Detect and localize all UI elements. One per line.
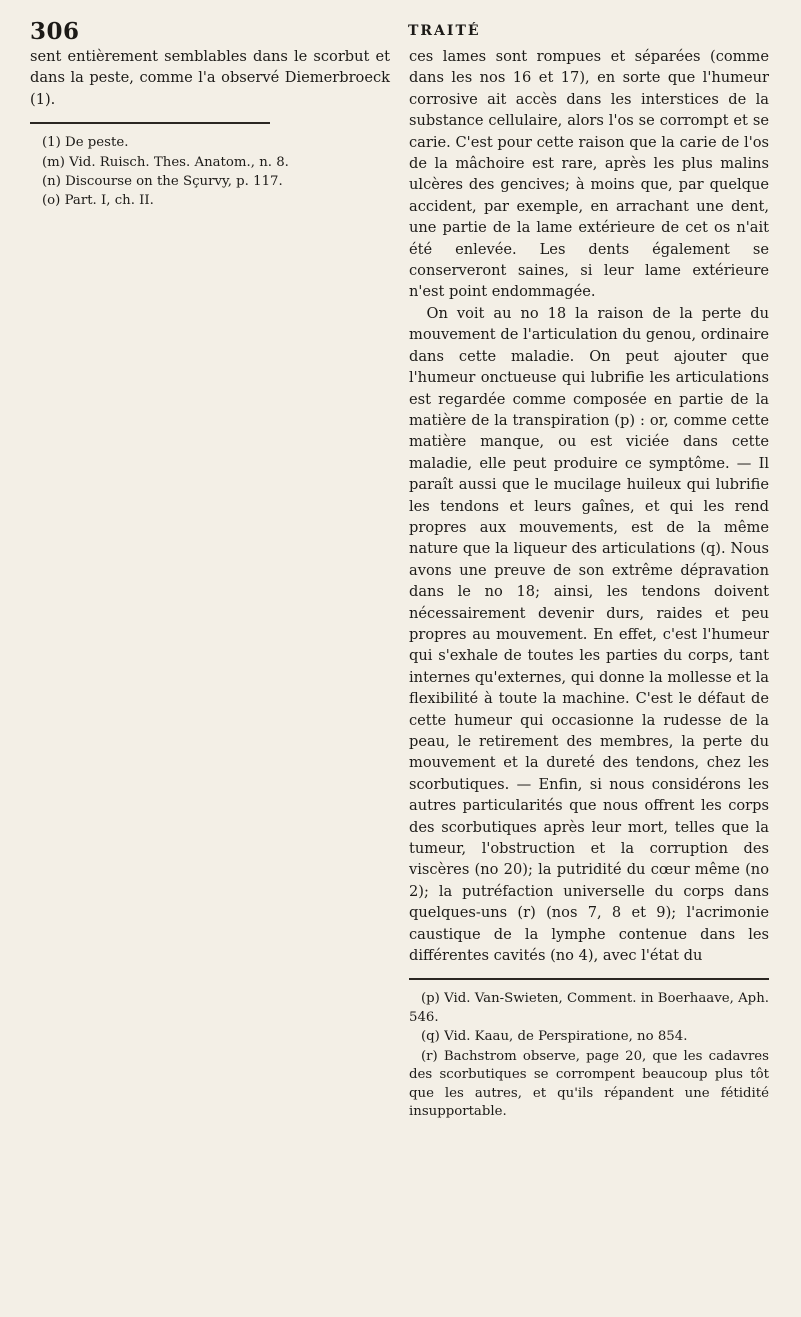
footnote: (r) Bachstrom observe, page 20, que les cadavres des scorbutiques se corrompent beaucoup plus tôt que les autres, et qu'ils répandent une fétidité insupportable. (409, 1048, 769, 1119)
footnote: (n) Discourse on the Sçurvy, p. 117. (41, 174, 283, 190)
footnote: (p) Vid. Van-Swieten, Comment. in Boerhaave, Aph. 546. (409, 991, 769, 1025)
footnote: (q) Vid. Kaau, de Perspiratione, no 854. (420, 1029, 688, 1045)
body-paragraph: ces lames sont rompues et séparées (comme dans les nos 16 et 17), en sorte que l'humeur corrosive ait accès dans les interstices de la substance cellulaire, alors l'os se corrompt et se carie. C'est pour cette raison que la carie de l'os de la mâchoire est rare, après les plus malins ulcères des gencives; à moins que, par quelque accident, par exemple, en arrachant une dent, une partie de la lame extérieure de cet os n'ait été enlevée. Les dents également se conserveront saines, si leur lame extérieure n'est point endommagée. (409, 48, 769, 301)
footnote-rule (409, 978, 769, 980)
right-column (409, 46, 769, 1122)
left-column (30, 46, 390, 212)
footnote: (1) De peste. (41, 135, 129, 151)
page-number: 306 (30, 18, 80, 45)
running-head: TRAITÉ (408, 23, 481, 39)
body-paragraph: On voit au no 18 la raison de la perte du mouvement de l'articulation du genou, ordinaire dans cette maladie. On peut ajouter que l'humeur onctueuse qui lubrifie les articulations est regardée comme composée en partie de la matière de la transpiration (p) : or, comme cette matière manque, ou est viciée dans cette maladie, elle peut produire ce symptôme. — Il paraît aussi que le mucilage huileux qui lubrifie les tendons et leurs gaînes, et qui les rend propres aux mouvements, est de la même nature que la liqueur des articulations (q). Nous avons une preuve de son extrême dépravation dans le no 18; ainsi, les tendons doivent nécessairement devenir durs, raides et peu propres au mouvement. En effet, c'est l'humeur qui s'exhale de toutes les parties du corps, tant internes qu'externes, qui donne la mollesse et la flexibilité à toute la machine. C'est le défaut de cette humeur qui occasionne la rudesse de la peau, le retirement des membres, la perte du mouvement et la dureté des tendons, chez les scorbutiques. — Enfin, si nous considérons les autres particularités que nous offrent les corps des scorbutiques après leur mort, telles que la tumeur, l'obstruction et la corruption des viscères (no 20); la putridité du cœur même (no 2); la putréfaction universelle du corps dans quelques-uns (r) (nos 7, 8 et 9); l'acrimonie caustique de la lymphe contenue dans les différentes cavités (no 4), avec l'état du (409, 304, 769, 965)
footnote-rule (30, 122, 270, 124)
body-paragraph: sent entièrement semblables dans le scorbut et dans la peste, comme l'a observé Diemerbroeck (1). (30, 48, 390, 108)
footnote: (m) Vid. Ruisch. Thes. Anatom., n. 8. (41, 154, 289, 170)
footnotes (30, 134, 390, 211)
footnote: (o) Part. I, ch. II. (41, 193, 154, 209)
page-header (30, 18, 770, 46)
footnotes (409, 990, 769, 1121)
